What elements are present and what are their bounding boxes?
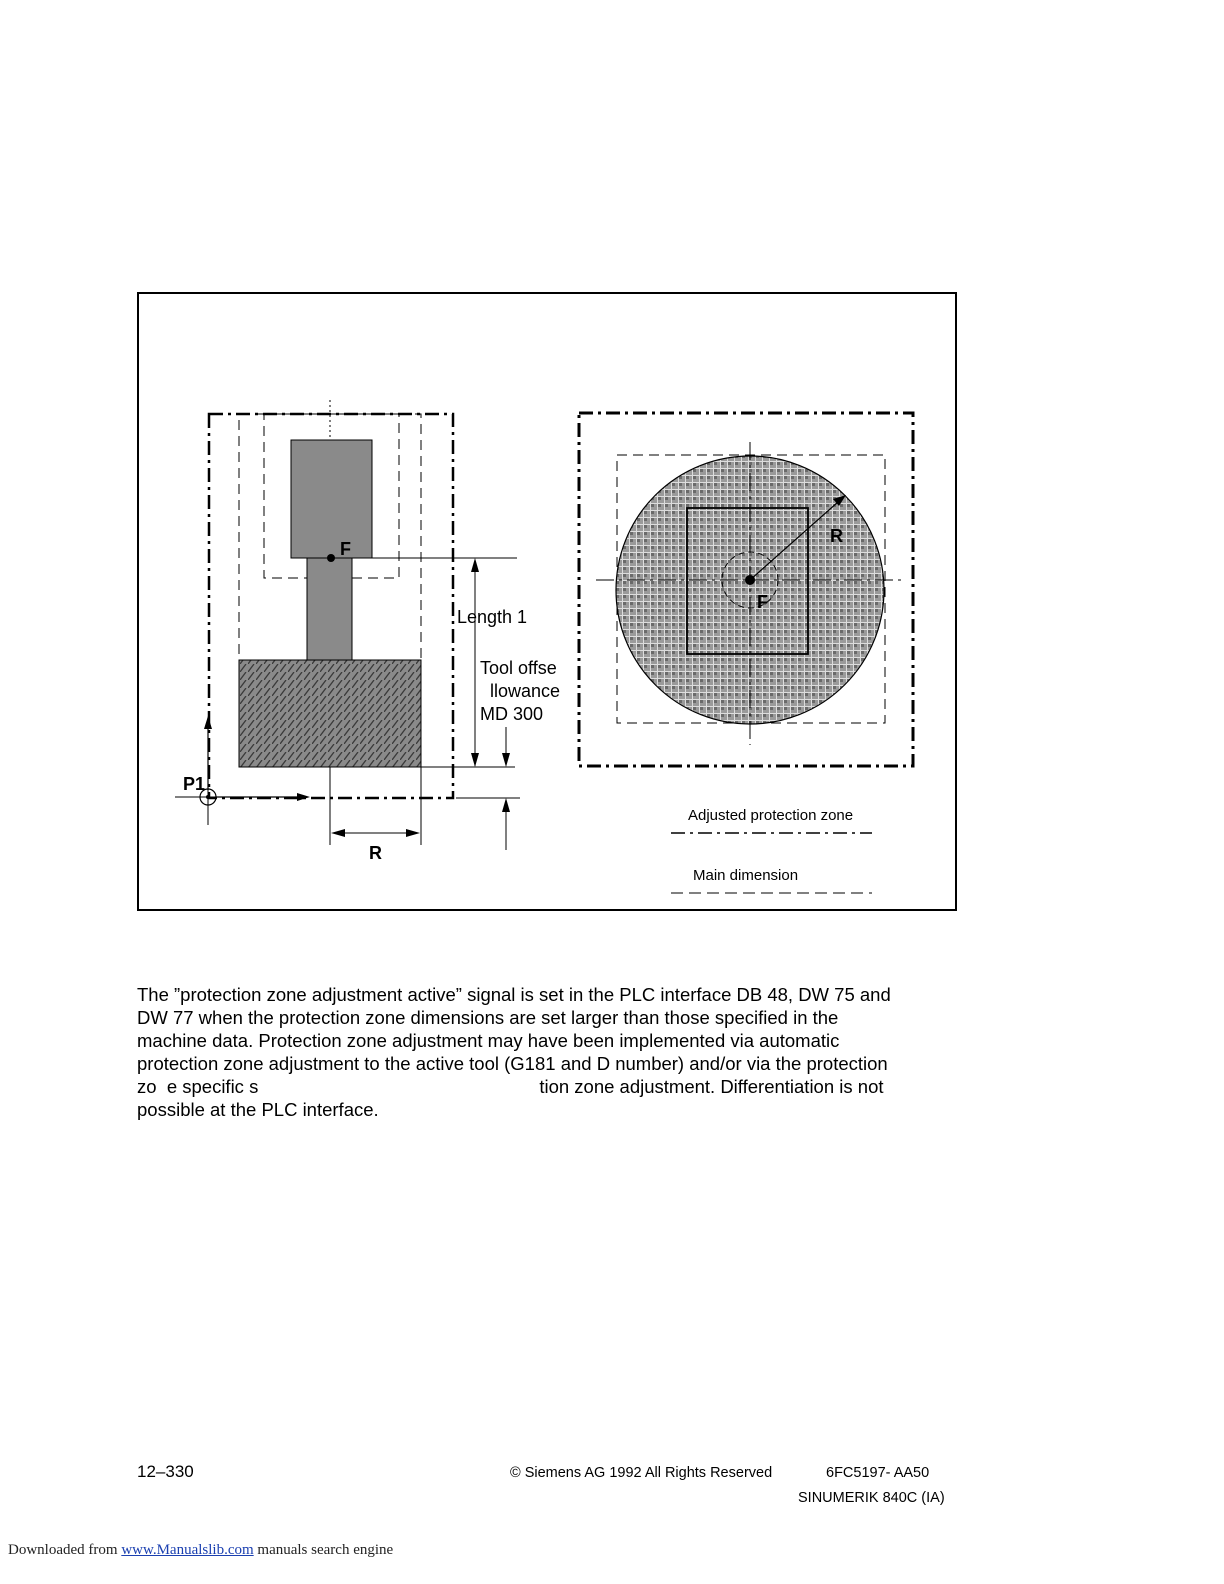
body-paragraph (137, 983, 937, 1121)
page-number: 12–330 (137, 1462, 194, 1481)
product-name: SINUMERIK 840C (IA) (798, 1490, 945, 1506)
label-f-left: F (340, 539, 351, 559)
body-line (137, 1075, 937, 1098)
legend-adjusted-label: Adjusted protection zone (688, 807, 854, 824)
tool-cutter (239, 660, 421, 767)
point-f-left (327, 554, 335, 562)
body-line: protection zone adjustment to the active tool (G181 and D number) and/or via the protection (137, 1053, 888, 1074)
label-r-right: R (830, 526, 843, 546)
download-suffix: manuals search engine (257, 1542, 394, 1558)
label-tool-offset-1: Tool offse (480, 658, 557, 678)
download-prefix: Downloaded from (8, 1542, 118, 1558)
manualslib-link[interactable]: www.Manualslib.com (121, 1542, 254, 1558)
label-tool-offset-2: llowance (490, 681, 561, 701)
tool-top-view (579, 413, 913, 766)
label-r-left: R (369, 843, 382, 863)
order-number: 6FC5197- AA50 (826, 1465, 930, 1481)
tool-shank (307, 558, 352, 660)
label-length: Length 1 (457, 607, 528, 627)
label-p1: P1 (183, 774, 206, 794)
legend-main-label: Main dimension (693, 867, 799, 884)
body-line: possible at the PLC interface. (137, 1099, 379, 1120)
body-line-fragment: tion zone adjustment. Differentiation is not (539, 1076, 884, 1097)
body-line: The ”protection zone adjustment active” signal is set in the PLC interface DB 48, DW 75 and (137, 984, 891, 1005)
body-line-fragment: zo e specific s (137, 1076, 259, 1097)
download-notice (8, 1542, 393, 1559)
label-tool-offset-3: MD 300 (480, 704, 544, 724)
body-line: DW 77 when the protection zone dimensions are set larger than those specified in the (137, 1007, 839, 1028)
label-f-right: F (757, 592, 768, 612)
tool-holder (291, 440, 372, 558)
copyright-notice: © Siemens AG 1992 All Rights Reserved (510, 1465, 773, 1481)
body-line: machine data. Protection zone adjustment may have been implemented via automatic (137, 1030, 840, 1051)
